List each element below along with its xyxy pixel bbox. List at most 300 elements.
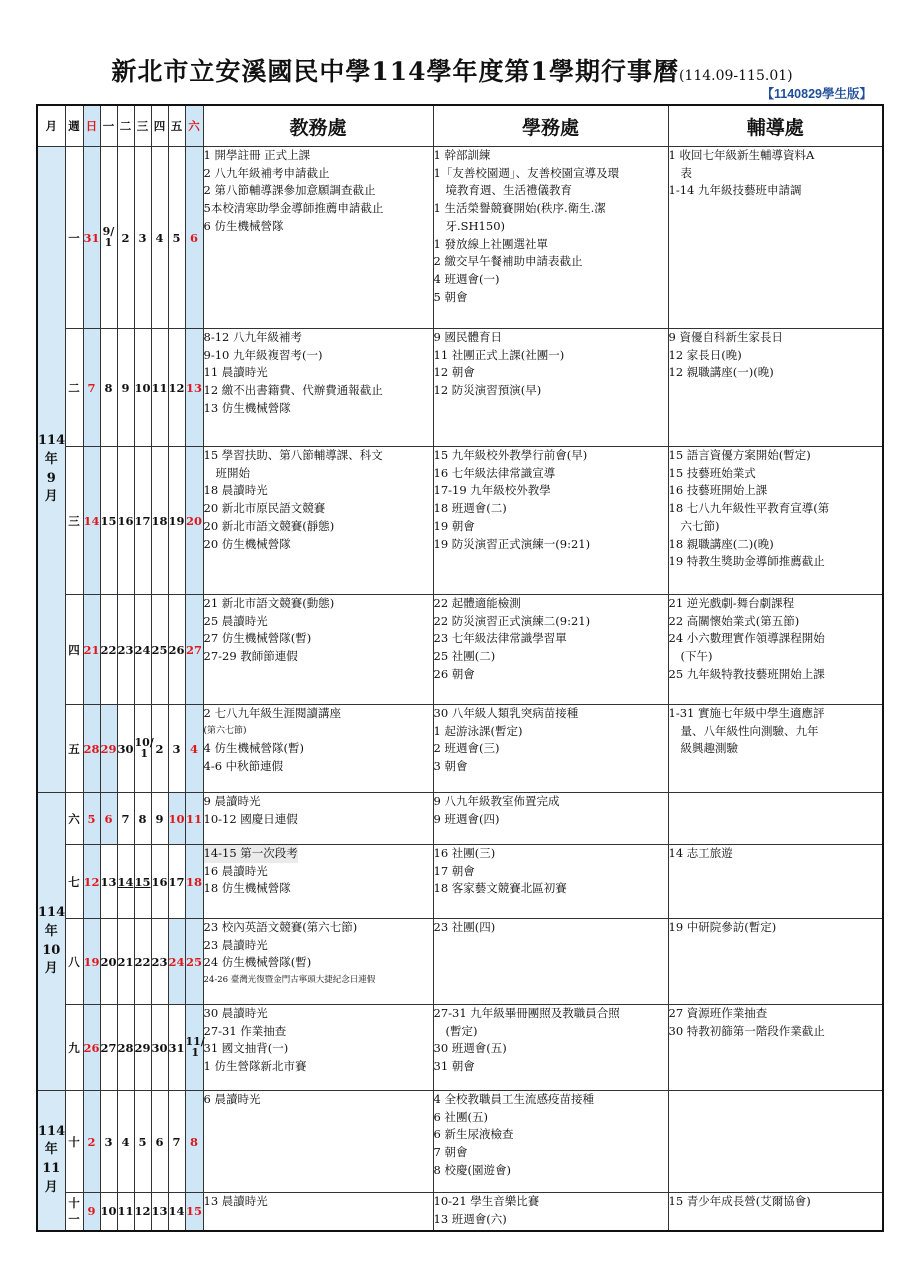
event-line: 級興趣測驗 — [680, 741, 738, 756]
week-row — [37, 447, 883, 595]
event-line: 1 起游泳課(暫定) — [433, 723, 523, 738]
academic-events — [203, 793, 433, 845]
date-cell — [168, 1005, 185, 1091]
date-value: 3 — [104, 1134, 113, 1149]
event-line: 1 生活榮譽競賽開始(秩序.衛生.潔 — [433, 201, 606, 216]
date-value: 8 — [138, 811, 147, 826]
week-row — [37, 595, 883, 705]
counsel-events — [668, 1005, 883, 1091]
date-value: 16 — [151, 874, 168, 889]
page-title: 新北市立安溪國民中學114學年度第1學期行事曆(114.09-115.01) — [111, 57, 793, 86]
student-events — [433, 845, 668, 919]
counsel-events — [668, 595, 883, 705]
event-line: 22 防災演習正式演練二(9:21) — [433, 613, 591, 628]
date-cell — [83, 1091, 100, 1193]
event-line: 六七節) — [680, 518, 720, 533]
version-label: 【1140829學生版】 — [761, 87, 872, 101]
event-line: 19 中研院參訪(暫定) — [668, 920, 777, 934]
header-day-mon: 一 — [100, 105, 117, 147]
academic-events — [203, 595, 433, 705]
event-line: 3 朝會 — [433, 759, 468, 774]
academic-events — [203, 1005, 433, 1091]
event-line: 9-10 九年級複習考(一) — [203, 347, 323, 362]
event-line: 1「友善校園週」、友善校園宣導及環 — [433, 165, 620, 180]
event-line: 18 班週會(二) — [433, 501, 507, 516]
date-value: 7 — [172, 1134, 181, 1149]
date-value: 7 — [121, 811, 130, 826]
date-value: 12 — [83, 874, 100, 889]
date-value: 2 — [155, 741, 164, 756]
date-value: 15 — [100, 513, 117, 528]
date-cell — [168, 1193, 185, 1231]
date-value: 13 — [151, 1204, 168, 1219]
date-cell — [117, 595, 134, 705]
date-value: 16 — [117, 513, 134, 528]
event-line: (下午) — [680, 649, 713, 664]
month-cell — [37, 1091, 65, 1231]
date-value: 25 — [185, 954, 202, 969]
date-cell — [185, 793, 203, 845]
header-week: 週 — [65, 105, 83, 147]
date-cell — [151, 1091, 168, 1193]
date-value: 20 — [100, 954, 117, 969]
date-value: 4 — [189, 741, 198, 756]
date-value: 11 — [151, 380, 168, 395]
week-number: 十 — [65, 1091, 83, 1193]
date-cell — [185, 447, 203, 595]
student-events — [433, 705, 668, 793]
date-value: 9 — [121, 380, 130, 395]
date-cell — [100, 447, 117, 595]
week-number: 六 — [65, 793, 83, 845]
event-line: 15 技藝班始業式 — [668, 465, 756, 480]
event-line: 20 仿生機械營隊 — [203, 536, 291, 551]
week-number: 九 — [65, 1005, 83, 1091]
event-line: 27-31 九年級畢冊團照及教職員合照 — [433, 1006, 620, 1020]
date-cell — [185, 919, 203, 1005]
date-cell — [168, 705, 185, 793]
academic-events — [203, 329, 433, 447]
academic-events — [203, 447, 433, 595]
date-value: 25 — [151, 642, 168, 657]
header-row — [37, 105, 883, 147]
date-value: 24 — [168, 954, 185, 969]
date-value: 14 — [83, 513, 100, 528]
academic-events — [203, 919, 433, 1005]
event-line: 9 八九年級教室佈置完成 — [433, 794, 560, 808]
event-line: 25 九年級特教技藝班開始上課 — [668, 666, 825, 681]
event-line: 17 朝會 — [433, 863, 475, 878]
event-line: 2 繳交早午餐補助申請表截止 — [433, 254, 583, 269]
date-value: 9 — [87, 1204, 96, 1219]
header-day-tue: 二 — [117, 105, 134, 147]
event-line: 18 親職講座(二)(晚) — [668, 536, 774, 551]
event-line: 15 青少年成長營(艾爾協會) — [668, 1194, 811, 1208]
date-value: 27 — [100, 1040, 117, 1055]
week-number: 四 — [65, 595, 83, 705]
event-line: 22 高關懷始業式(第五節) — [668, 613, 800, 628]
date-cell — [117, 845, 134, 919]
date-value: 22 — [100, 642, 117, 657]
header-month: 月 — [37, 105, 65, 147]
date-value: 11 — [185, 811, 202, 826]
date-cell — [134, 1005, 151, 1091]
week-row — [37, 1005, 883, 1091]
date-cell — [185, 147, 203, 329]
event-line: 12 繳不出書籍費、代辦費通報截止 — [203, 383, 383, 398]
event-line: 18 七八九年級性平教育宣導(第 — [668, 501, 830, 516]
counsel-events — [668, 1091, 883, 1193]
header-counsel: 輔導處 — [668, 105, 883, 147]
date-cell — [83, 919, 100, 1005]
event-line: 13 班週會(六) — [433, 1211, 507, 1226]
student-events — [433, 447, 668, 595]
event-line: 25 晨讀時光 — [203, 613, 268, 628]
event-line: 11 晨讀時光 — [203, 365, 268, 380]
week-row — [37, 705, 883, 793]
week-number: 八 — [65, 919, 83, 1005]
date-cell — [134, 793, 151, 845]
event-line: 20 新北市原民語文競賽 — [203, 501, 326, 516]
event-line: 4-6 中秋節連假 — [203, 759, 284, 774]
academic-events — [203, 147, 433, 329]
date-cell — [151, 919, 168, 1005]
date-cell — [185, 1005, 203, 1091]
event-line: 6 新生尿液檢查 — [433, 1127, 514, 1142]
date-value: 19 — [83, 954, 100, 969]
event-line: 1 幹部訓練 — [433, 148, 491, 162]
header-student: 學務處 — [433, 105, 668, 147]
date-value: 22 — [134, 954, 151, 969]
week-number: 二 — [65, 329, 83, 447]
event-line: 1-14 九年級技藝班申請調 — [668, 183, 802, 198]
month-label: 11 — [42, 1161, 61, 1177]
date-cell — [83, 1193, 100, 1231]
date-value: 7 — [87, 380, 96, 395]
date-cell — [134, 705, 154, 793]
date-cell — [168, 447, 185, 595]
event-line: 23 校內英語文競賽(第六七節) — [203, 920, 358, 934]
event-line: (暫定) — [445, 1023, 478, 1038]
event-line: 22 起體適能檢測 — [433, 596, 521, 610]
date-cell — [100, 705, 117, 793]
event-line: 7 朝會 — [433, 1145, 468, 1160]
date-cell — [100, 595, 117, 705]
event-line: 18 晨讀時光 — [203, 483, 268, 498]
week-row — [37, 329, 883, 447]
event-line: 19 特教生獎助金導師推薦截止 — [668, 554, 825, 569]
event-line: 6 社團(五) — [433, 1109, 488, 1124]
date-cell — [117, 793, 134, 845]
student-events — [433, 329, 668, 447]
event-line: 25 社團(二) — [433, 649, 496, 664]
academic-events — [203, 845, 433, 919]
date-value: 6 — [155, 1134, 164, 1149]
header-day-fri: 五 — [168, 105, 185, 147]
event-line: 16 晨讀時光 — [203, 863, 268, 878]
date-value: 29 — [134, 1040, 151, 1055]
date-value: 4 — [121, 1134, 130, 1149]
event-line: 1 發放線上社團選社單 — [433, 236, 548, 251]
date-value: 17 — [134, 513, 151, 528]
date-cell — [151, 1005, 168, 1091]
date-cell — [168, 793, 185, 845]
title-date-range: (114.09-115.01) — [678, 68, 793, 84]
date-cell — [83, 447, 100, 595]
event-line: 6 仿生機械營隊 — [203, 218, 284, 233]
date-cell — [100, 1005, 117, 1091]
week-number: 七 — [65, 845, 83, 919]
date-cell — [117, 147, 134, 329]
date-cell — [117, 1091, 134, 1193]
academic-events — [203, 705, 433, 793]
event-line: 境教育週、生活禮儀教育 — [445, 183, 572, 198]
date-cell — [83, 793, 100, 845]
event-line: 11 社團正式上課(社團一) — [433, 347, 565, 362]
date-value: 11/ 1 — [185, 1035, 205, 1059]
student-events — [433, 793, 668, 845]
week-row — [37, 919, 883, 1005]
event-line: 12 防災演習預演(早) — [433, 383, 542, 398]
event-line: 23 晨讀時光 — [203, 937, 268, 952]
date-value: 24 — [134, 642, 151, 657]
month-label: 10 — [42, 942, 61, 958]
date-cell — [134, 845, 151, 919]
event-line: 21 逆光戲劇-舞台劇課程 — [668, 596, 795, 610]
date-cell — [100, 1193, 117, 1231]
event-line: 6 晨讀時光 — [203, 1092, 261, 1106]
date-value: 31 — [168, 1040, 185, 1055]
event-line: 26 朝會 — [433, 666, 475, 681]
event-line: 10-12 國慶日連假 — [203, 811, 298, 826]
event-line: 班開始 — [215, 465, 250, 480]
date-cell — [83, 705, 100, 793]
event-line: 2 班週會(三) — [433, 741, 500, 756]
month-label: 114 — [38, 432, 66, 448]
event-line: 24-26 臺灣光復暨金門古寧頭大捷紀念日連假 — [203, 975, 376, 986]
event-line: 14-15 第一次段考 — [204, 845, 298, 863]
event-line: 8-12 八九年級補考 — [203, 330, 302, 344]
event-line: 31 朝會 — [433, 1059, 475, 1074]
counsel-events — [668, 447, 883, 595]
date-value: 15 — [185, 1204, 202, 1219]
event-line: 5本校清寒助學金導師推薦申請截止 — [203, 201, 384, 216]
date-value: 26 — [83, 1040, 100, 1055]
student-events — [433, 147, 668, 329]
date-cell — [117, 1193, 134, 1231]
date-value: 28 — [117, 1040, 134, 1055]
date-value: 19 — [168, 513, 185, 528]
date-cell — [185, 329, 203, 447]
date-value: 14 — [117, 874, 134, 889]
event-line: 30 晨讀時光 — [203, 1006, 268, 1020]
date-value: 12 — [168, 380, 185, 395]
date-value: 17 — [168, 874, 185, 889]
week-number: 三 — [65, 447, 83, 595]
event-line: 15 學習扶助、第八節輔導課、科文 — [203, 448, 383, 462]
event-line: 15 語言資優方案開始(暫定) — [668, 448, 811, 462]
event-line: 24 仿生機械營隊(暫) — [203, 955, 312, 970]
date-value: 12 — [134, 1204, 151, 1219]
event-line: 4 班週會(一) — [433, 271, 500, 286]
event-line: 27 仿生機械營隊(暫) — [203, 631, 312, 646]
event-line: 27 資源班作業抽查 — [668, 1006, 768, 1020]
week-row — [37, 845, 883, 919]
event-line: 19 防災演習正式演練一(9:21) — [433, 536, 591, 551]
date-value: 8 — [189, 1134, 198, 1149]
date-value: 10 — [100, 1204, 117, 1219]
date-cell — [168, 1091, 185, 1193]
event-line: 18 客家藝文競賽北區初賽 — [433, 881, 567, 896]
month-cell — [37, 793, 65, 1091]
date-value: 6 — [189, 230, 198, 245]
event-line: 9 資優自科新生家長日 — [668, 330, 783, 344]
header-day-thu: 四 — [151, 105, 168, 147]
counsel-events — [668, 1193, 883, 1231]
event-line: 13 晨讀時光 — [203, 1194, 268, 1208]
date-value: 10 — [168, 811, 185, 826]
date-value: 30 — [151, 1040, 168, 1055]
event-line: 16 社團(三) — [433, 846, 496, 860]
event-line: (第六七節) — [203, 725, 247, 736]
date-cell — [83, 1005, 100, 1091]
date-cell — [185, 595, 203, 705]
event-line: 表 — [680, 165, 692, 180]
month-label: 年 — [44, 923, 58, 939]
week-number: 十一 — [65, 1193, 83, 1231]
month-label: 114 — [38, 904, 66, 920]
date-cell — [151, 147, 168, 329]
event-line: 31 國文抽背(一) — [203, 1041, 289, 1056]
date-cell — [134, 919, 151, 1005]
counsel-events — [668, 919, 883, 1005]
date-value: 3 — [172, 741, 181, 756]
event-line: 27-31 作業抽查 — [203, 1023, 287, 1038]
date-value: 5 — [138, 1134, 147, 1149]
event-line: 2 八九年級補考申請截止 — [203, 165, 330, 180]
student-events — [433, 1091, 668, 1193]
date-cell — [134, 147, 151, 329]
event-line: 27-29 教師節連假 — [203, 649, 298, 664]
date-cell — [151, 447, 168, 595]
date-value: 9/ 1 — [102, 225, 115, 249]
date-value: 10 — [134, 380, 151, 395]
event-line: 5 朝會 — [433, 289, 468, 304]
event-line: 9 晨讀時光 — [203, 794, 261, 808]
date-cell — [134, 1193, 151, 1231]
counsel-events — [668, 793, 883, 845]
event-line: 23 七年級法律常識學習單 — [433, 631, 567, 646]
header-academic: 教務處 — [203, 105, 433, 147]
date-cell — [134, 595, 151, 705]
event-line: 19 朝會 — [433, 518, 475, 533]
date-cell — [100, 329, 117, 447]
header-day-wed: 三 — [134, 105, 151, 147]
month-label: 9 — [46, 470, 56, 486]
student-events — [433, 1193, 668, 1231]
counsel-events — [668, 329, 883, 447]
week-row — [37, 793, 883, 845]
date-value: 21 — [83, 642, 100, 657]
date-cell — [117, 329, 134, 447]
event-line: 9 國民體育日 — [433, 330, 502, 344]
date-cell — [100, 1091, 117, 1193]
date-value: 15 — [134, 874, 151, 889]
date-cell — [151, 595, 168, 705]
event-line: 17-19 九年級校外教學 — [433, 483, 551, 498]
date-value: 18 — [185, 874, 202, 889]
date-cell — [168, 919, 185, 1005]
date-cell — [100, 793, 117, 845]
date-value: 23 — [151, 954, 168, 969]
date-value: 5 — [87, 811, 96, 826]
event-line: 14 志工旅遊 — [668, 846, 733, 860]
month-label: 月 — [44, 961, 58, 977]
date-cell — [83, 595, 100, 705]
header-day-sat: 六 — [185, 105, 203, 147]
date-cell — [117, 705, 134, 793]
date-cell — [134, 329, 151, 447]
event-line: 20 新北市語文競賽(靜態) — [203, 518, 335, 533]
event-line: 12 親職講座(一)(晚) — [668, 365, 774, 380]
academic-events — [203, 1091, 433, 1193]
date-cell — [83, 845, 100, 919]
date-cell — [117, 919, 134, 1005]
event-line: 2 第八節輔導課參加意願調查截止 — [203, 183, 376, 198]
date-value: 29 — [100, 741, 117, 756]
student-events — [433, 595, 668, 705]
date-value: 28 — [83, 741, 100, 756]
date-value: 6 — [104, 811, 113, 826]
date-cell — [185, 845, 203, 919]
date-cell — [100, 845, 117, 919]
event-line: 24 小六數理實作領導課程開始 — [668, 631, 825, 646]
date-cell — [100, 919, 117, 1005]
date-cell — [117, 1005, 134, 1091]
date-value: 3 — [138, 230, 147, 245]
date-cell — [117, 447, 134, 595]
student-events — [433, 1005, 668, 1091]
academic-events — [203, 1193, 433, 1231]
event-line: 12 朝會 — [433, 365, 475, 380]
counsel-events — [668, 147, 883, 329]
event-line: 4 全校教職員工生流感疫苗接種 — [433, 1092, 594, 1106]
month-label: 月 — [44, 489, 58, 505]
student-events — [433, 919, 668, 1005]
calendar-table — [36, 104, 884, 1232]
date-cell — [151, 329, 168, 447]
date-value: 8 — [104, 380, 113, 395]
event-line: 8 校慶(園遊會) — [433, 1162, 511, 1177]
date-cell — [151, 1193, 168, 1231]
event-line: 15 九年級校外教學行前會(早) — [433, 448, 588, 462]
week-row — [37, 1091, 883, 1193]
header-day-sun: 日 — [83, 105, 100, 147]
date-cell — [151, 793, 168, 845]
event-line: 30 班週會(五) — [433, 1041, 507, 1056]
date-cell — [185, 705, 203, 793]
date-value: 26 — [168, 642, 185, 657]
event-line: 2 七八九年級生涯閱讀講座 — [203, 706, 341, 720]
date-value: 21 — [117, 954, 134, 969]
date-cell — [134, 1091, 151, 1193]
event-line: 18 仿生機械營隊 — [203, 881, 291, 896]
event-line: 16 技藝班開始上課 — [668, 483, 768, 498]
date-value: 31 — [83, 230, 100, 245]
date-cell — [168, 595, 185, 705]
date-cell — [83, 147, 100, 329]
event-line: 16 七年級法律常識宣導 — [433, 465, 556, 480]
